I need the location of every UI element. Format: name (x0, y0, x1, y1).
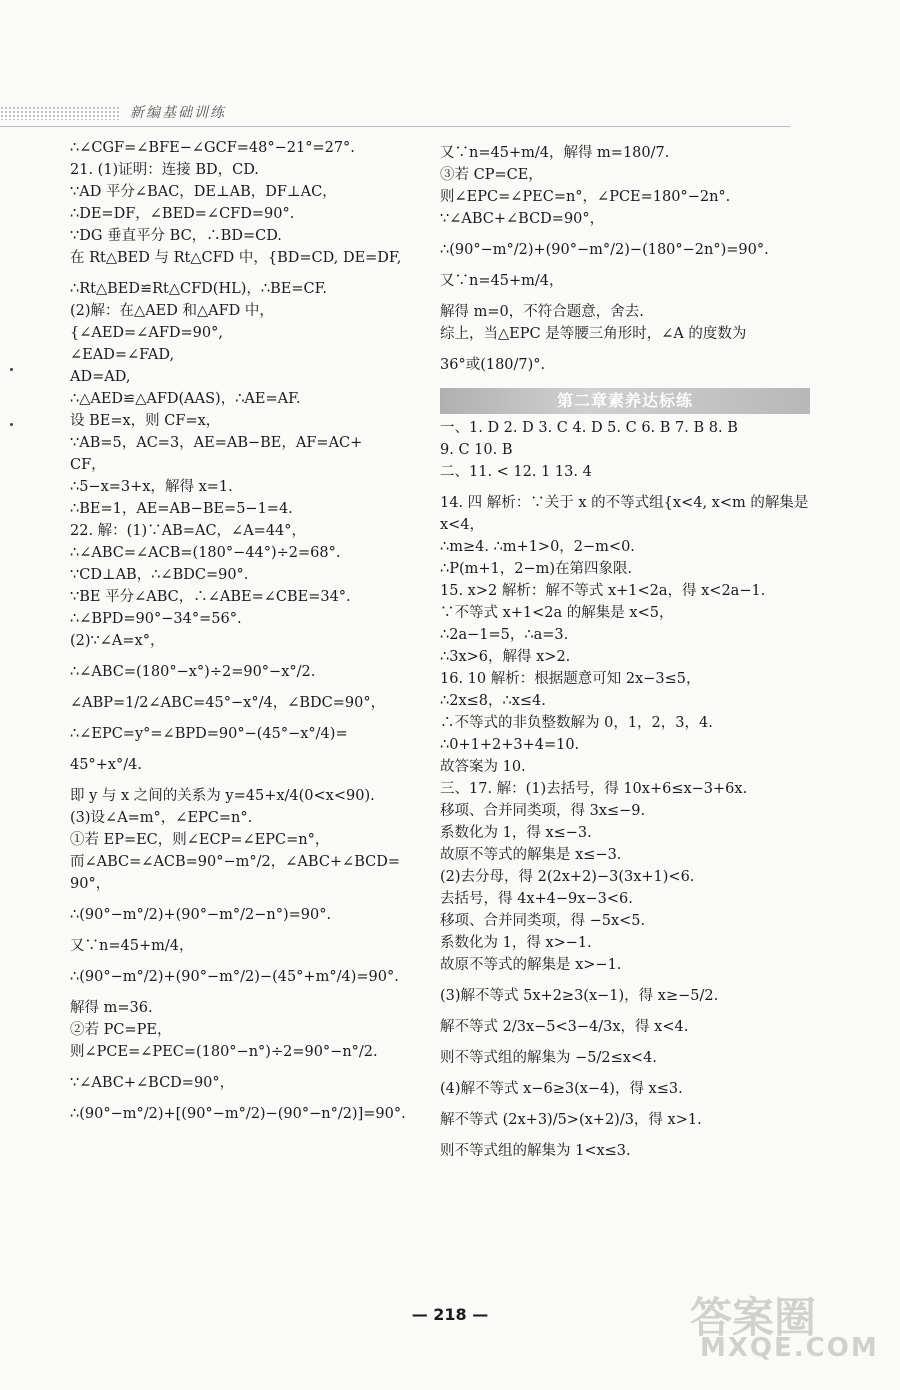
text-line: 系数化为 1，得 x>−1. (440, 935, 592, 951)
text-line: (2)去分母，得 2(2x+2)−3(3x+1)<6. (440, 869, 695, 885)
text-line: 36°或(180/7)°. (440, 357, 546, 373)
text-line: (3)解不等式 5x+2≥3(x−1)，得 x≥−5/2. (440, 988, 719, 1004)
text-line: ∠EAD=∠FAD, (70, 347, 175, 363)
text-line: 又∵n=45+m/4， (70, 938, 194, 954)
text-line: 故答案为 10. (440, 759, 526, 775)
text-line: (2)解：在△AED 和△AFD 中， (70, 303, 274, 319)
text-line: ∴不等式的非负整数解为 0，1，2，3，4. (440, 715, 713, 731)
text-line: ∴2x≤8，∴x≤4. (440, 693, 546, 709)
text-line: 系数化为 1，得 x≤−3. (440, 825, 592, 841)
text-line: 即 y 与 x 之间的关系为 y=45+x/4(0<x<90). (70, 788, 375, 804)
text-line: ①若 EP=EC，则∠ECP=∠EPC=n°， (70, 832, 330, 848)
text-line: 三、17. 解：(1)去括号，得 10x+6≤x−3+6x. (440, 781, 748, 797)
watermark-bottom: MXQE.COM (700, 1333, 879, 1363)
text-line: 又∵n=45+m/4， (440, 273, 564, 289)
header-rule (0, 126, 790, 127)
text-line: ∴∠ABC=∠ACB=(180°−44°)÷2=68°. (70, 545, 341, 561)
right-column (440, 145, 810, 1160)
header-title: 新编基础训练 (130, 105, 226, 121)
text-line: ∴3x>6，解得 x>2. (440, 649, 571, 665)
text-line: 解不等式 (2x+3)/5>(x+2)/3，得 x>1. (440, 1112, 702, 1128)
text-line: 则∠EPC=∠PEC=n°，∠PCE=180°−2n°. (440, 189, 731, 205)
text-line: 设 BE=x，则 CF=x， (70, 413, 221, 429)
text-line: 15. x>2 解析：解不等式 x+1<2a，得 x<2a−1. (440, 583, 766, 599)
text-line: ∴(90°−m°/2)+[(90°−m°/2)−(90°−n°/2)]=90°. (70, 1106, 406, 1122)
page-header (0, 100, 900, 128)
text-line: (4)解不等式 x−6≥3(x−4)，得 x≤3. (440, 1081, 683, 1097)
text-line: ∴(90°−m°/2)+(90°−m°/2−n°)=90°. (70, 907, 332, 923)
text-line: ∵∠ABC+∠BCD=90°， (440, 211, 605, 227)
text-line: ∵BE 平分∠ABC，∴∠ABE=∠CBE=34°. (70, 589, 351, 605)
text-line: ∴5−x=3+x，解得 x=1. (70, 479, 233, 495)
text-line: ∴0+1+2+3+4=10. (440, 737, 580, 753)
text-line: {∠AED=∠AFD=90°, (70, 325, 223, 341)
text-line: ∴(90°−m°/2)+(90°−m°/2)−(45°+m°/4)=90°. (70, 969, 399, 985)
text-line: 又∵n=45+m/4，解得 m=180/7. (440, 145, 670, 161)
left-column (70, 140, 430, 1123)
text-line: 22. 解：(1)∵AB=AC，∠A=44°， (70, 523, 307, 539)
text-line: AD=AD, (70, 369, 131, 385)
text-line: 则不等式组的解集为 1<x≤3. (440, 1143, 631, 1159)
text-line: ∴m≥4. ∴m+1>0，2−m<0. (440, 539, 635, 555)
text-line: ∴∠BPD=90°−34°=56°. (70, 611, 242, 627)
text-line: 则∠PCE=∠PEC=(180°−n°)÷2=90°−n°/2. (70, 1044, 378, 1060)
text-line: (3)设∠A=m°，∠EPC=n°. (70, 810, 253, 826)
text-line: 解不等式 2/3x−5<3−4/3x，得 x<4. (440, 1019, 689, 1035)
text-line: ∴2a−1=5，∴a=3. (440, 627, 569, 643)
text-line: ∴∠ABC=(180°−x°)÷2=90°−x°/2. (70, 664, 316, 680)
text-line: (2)∵∠A=x°， (70, 633, 165, 649)
text-line: 故原不等式的解集是 x≤−3. (440, 847, 622, 863)
text-line: ∴∠EPC=y°=∠BPD=90°−(45°−x°/4)= (70, 726, 348, 742)
text-line: ∵AB=5，AC=3，AE=AB−BE，AF=AC+ (70, 435, 363, 451)
text-line: 21. (1)证明：连接 BD，CD. (70, 162, 259, 178)
text-line: ∵不等式 x+1<2a 的解集是 x<5， (440, 605, 674, 621)
text-line: 解得 m=0，不符合题意，舍去. (440, 304, 644, 320)
text-line: ∵∠ABC+∠BCD=90°， (70, 1075, 235, 1091)
text-line: ∴∠CGF=∠BFE−∠GCF=48°−21°=27°. (70, 140, 355, 156)
text-line: CF， (70, 457, 106, 473)
text-line: x<4， (440, 517, 485, 533)
text-line: ∵CD⊥AB，∴∠BDC=90°. (70, 567, 249, 583)
section-banner: 第二章素养达标练 (440, 388, 810, 414)
text-line: 故原不等式的解集是 x>−1. (440, 957, 622, 973)
text-line: 在 Rt△BED 与 Rt△CFD 中，{BD=CD, DE=DF, (70, 250, 402, 266)
text-line: 14. 四 解析：∵关于 x 的不等式组{x<4, x<m 的解集是 (440, 495, 809, 511)
text-line: 解得 m=36. (70, 1000, 153, 1016)
text-line: ∴BE=1，AE=AB−BE=5−1=4. (70, 501, 293, 517)
text-line: 45°+x°/4. (70, 757, 142, 773)
text-line: ∴Rt△BED≌Rt△CFD(HL)，∴BE=CF. (70, 281, 328, 297)
text-line: 而∠ABC=∠ACB=90°−m°/2，∠ABC+∠BCD= (70, 854, 401, 870)
text-line: ∠ABP=1/2∠ABC=45°−x°/4，∠BDC=90°， (70, 695, 386, 711)
text-line: ∴△AED≌△AFD(AAS)，∴AE=AF. (70, 391, 301, 407)
text-line: ②若 PC=PE， (70, 1022, 172, 1038)
text-line: 二、11. < 12. 1 13. 4 (440, 464, 592, 480)
text-line: ∴P(m+1，2−m)在第四象限. (440, 561, 633, 577)
text-line: ∵DG 垂直平分 BC，∴BD=CD. (70, 228, 282, 244)
header-dot-pattern (0, 106, 120, 120)
text-line: 移项、合并同类项，得 −5x<5. (440, 913, 646, 929)
watermark-top: 答案圈 (690, 1293, 817, 1342)
text-line: 综上，当△EPC 是等腰三角形时，∠A 的度数为 (440, 326, 747, 342)
text-line: 则不等式组的解集为 −5/2≤x<4. (440, 1050, 657, 1066)
text-line: 移项、合并同类项，得 3x≤−9. (440, 803, 646, 819)
margin-dot (10, 368, 13, 371)
text-line: 90°， (70, 876, 111, 892)
text-line: 去括号，得 4x+4−9x−3<6. (440, 891, 633, 907)
text-line: ∵AD 平分∠BAC，DE⊥AB，DF⊥AC， (70, 184, 337, 200)
margin-dot (10, 423, 13, 426)
page-number: — 218 — (411, 1305, 489, 1324)
text-line: ∴DE=DF，∠BED=∠CFD=90°. (70, 206, 295, 222)
right-column-part1 (440, 145, 810, 374)
text-line: 一、1. D 2. D 3. C 4. D 5. C 6. B 7. B 8. B (440, 420, 738, 436)
watermark-logo (690, 1285, 880, 1365)
text-line: ③若 CP=CE， (440, 167, 543, 183)
text-line: ∴(90°−m°/2)+(90°−m°/2)−(180°−2n°)=90°. (440, 242, 769, 258)
text-line: 16. 10 解析：根据题意可知 2x−3≤5， (440, 671, 701, 687)
text-line: 9. C 10. B (440, 442, 513, 458)
right-column-part2 (440, 420, 810, 1160)
